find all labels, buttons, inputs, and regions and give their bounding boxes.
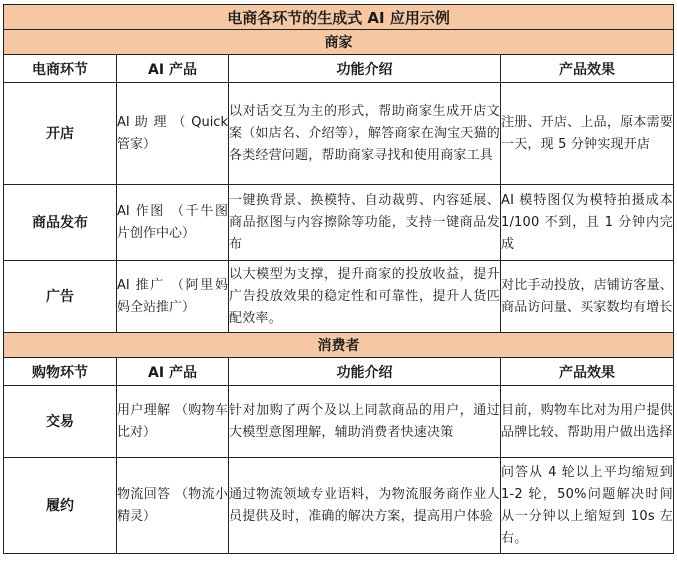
table-row: [4, 83, 674, 185]
stage-cell: 商品发布: [4, 185, 117, 261]
header-effect: 产品效果: [501, 358, 674, 386]
table-title: 电商各环节的生成式 AI 应用示例: [4, 5, 674, 30]
effect-cell: 问答从 4 轮以上平均缩短到 1-2 轮，50%问题解决时间从一分钟以上缩短到 10s 左右。: [501, 458, 674, 554]
effect-cell: 注册、开店、上品，原本需要一天，现 5 分钟实现开店: [501, 83, 674, 185]
description-cell: 通过物流领域专业语料，为物流服务商作业人员提供及时，准确的解决方案，提高用户体验: [229, 458, 501, 554]
header-row-consumer: [4, 358, 674, 386]
header-description: 功能介绍: [229, 55, 501, 83]
product-cell: AI 作图 （千牛图片创作中心）: [117, 185, 229, 261]
section-label-merchant: 商家: [4, 30, 674, 55]
header-description: 功能介绍: [229, 358, 501, 386]
product-cell: AI 推广 （阿里妈妈全站推广）: [117, 261, 229, 333]
stage-cell: 开店: [4, 83, 117, 185]
section-label-consumer: 消费者: [4, 333, 674, 358]
stage-cell: 交易: [4, 386, 117, 458]
header-stage: 电商环节: [4, 55, 117, 83]
ai-application-table: [3, 4, 674, 554]
section-row-consumer: [4, 333, 674, 358]
section-row-merchant: [4, 30, 674, 55]
header-effect: 产品效果: [501, 55, 674, 83]
table-row: [4, 185, 674, 261]
description-cell: 以大模型为支撑，提升商家的投放收益，提升广告投放效果的稳定性和可靠性，提升人货匹配效率。: [229, 261, 501, 333]
stage-cell: 履约: [4, 458, 117, 554]
description-cell: 以对话交互为主的形式，帮助商家生成开店文案（如店名、介绍等），解答商家在淘宝天猫的各类经营问题，帮助商家寻找和使用商家工具: [229, 83, 501, 185]
product-cell: 物流回答 （物流小精灵）: [117, 458, 229, 554]
effect-cell: 目前，购物车比对为用户提供品牌比较、帮助用户做出选择: [501, 386, 674, 458]
product-cell: 用户理解 （购物车比对）: [117, 386, 229, 458]
header-row-merchant: [4, 55, 674, 83]
table-row: [4, 458, 674, 554]
effect-cell: AI 模特图仅为模特拍摄成本 1/100 不到，且 1 分钟内完成: [501, 185, 674, 261]
header-stage: 购物环节: [4, 358, 117, 386]
stage-cell: 广告: [4, 261, 117, 333]
header-product: AI 产品: [117, 358, 229, 386]
table-title-row: [4, 5, 674, 30]
description-cell: 针对加购了两个及以上同款商品的用户，通过大模型意图理解，辅助消费者快速决策: [229, 386, 501, 458]
header-product: AI 产品: [117, 55, 229, 83]
table-row: [4, 261, 674, 333]
table-row: [4, 386, 674, 458]
effect-cell: 对比手动投放，店铺访客量、商品访问量、买家数均有增长: [501, 261, 674, 333]
description-cell: 一键换背景、换模特、自动裁剪、内容延展、商品抠图与内容擦除等功能，支持一键商品发布: [229, 185, 501, 261]
product-cell: AI 助 理 （ Quick 管家）: [117, 83, 229, 185]
